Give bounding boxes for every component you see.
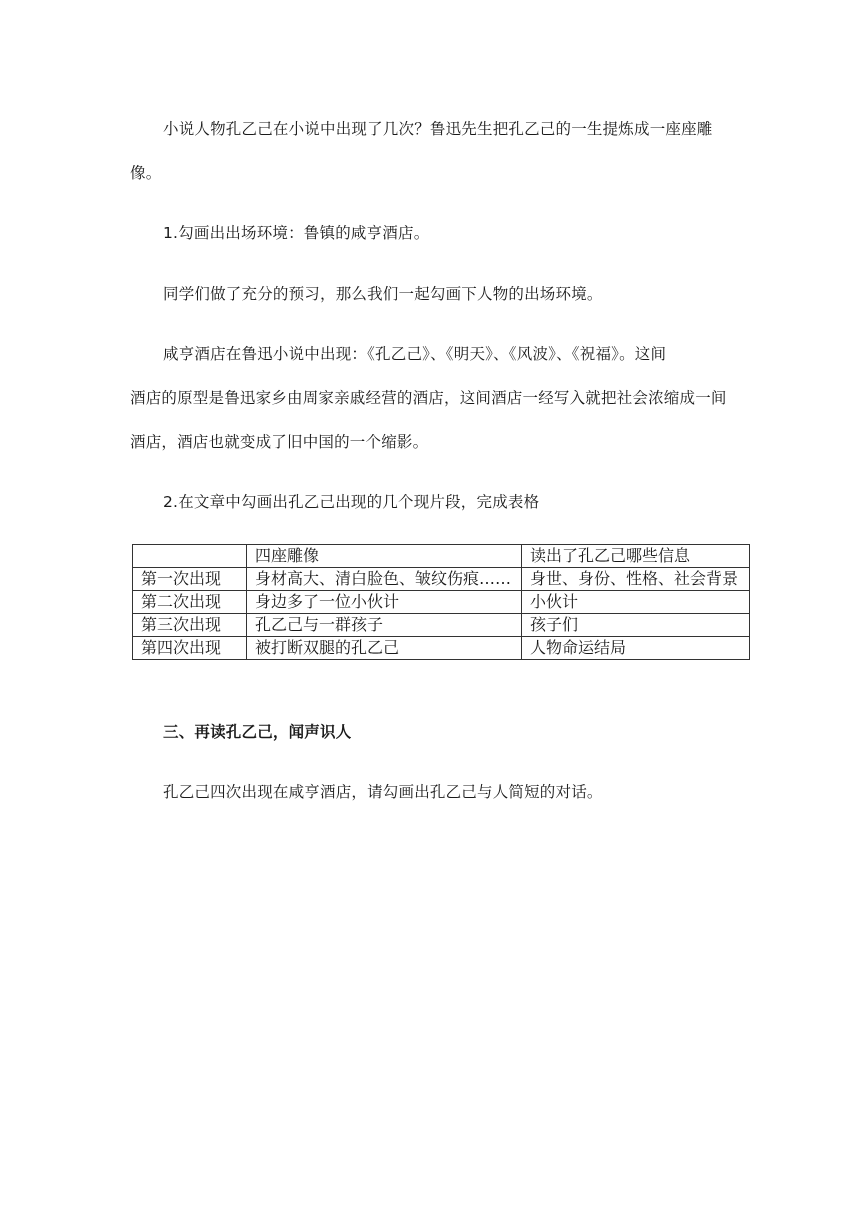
table-cell: 孔乙己与一群孩子 bbox=[247, 614, 522, 637]
table-row bbox=[133, 614, 750, 637]
section-3-heading: 三、再读孔乙己，闻声识人 bbox=[163, 723, 352, 741]
table-cell: 第二次出现 bbox=[133, 591, 247, 614]
tavern-paragraph-line-1: 咸亨酒店在鲁迅小说中出现：《孔乙己》、《明天》、《风波》、《祝福》。这间 bbox=[163, 345, 667, 363]
tavern-paragraph-line-3: 酒店，酒店也就变成了旧中国的一个缩影。 bbox=[130, 433, 429, 451]
table-row bbox=[133, 637, 750, 660]
intro-paragraph-line-2: 像。 bbox=[130, 164, 162, 182]
table-header-cell bbox=[133, 545, 247, 568]
appearance-table bbox=[132, 544, 750, 660]
table-cell: 身边多了一位小伙计 bbox=[247, 591, 522, 614]
table-header-row bbox=[133, 545, 750, 568]
intro-paragraph-line-1: 小说人物孔乙己在小说中出现了几次？鲁迅先生把孔乙己的一生提炼成一座座雕 bbox=[163, 120, 713, 138]
tavern-paragraph-line-2: 酒店的原型是鲁迅家乡由周家亲戚经营的酒店，这间酒店一经写入就把社会浓缩成一间 bbox=[130, 389, 727, 407]
table-header-cell: 四座雕像 bbox=[247, 545, 522, 568]
table-cell: 孩子们 bbox=[522, 614, 750, 637]
table-cell: 人物命运结局 bbox=[522, 637, 750, 660]
item-2-heading: 2.在文章中勾画出孔乙己出现的几个现片段，完成表格 bbox=[163, 493, 540, 511]
item-1-heading: 1.勾画出出场环境：鲁镇的咸亨酒店。 bbox=[163, 224, 430, 242]
table-cell: 小伙计 bbox=[522, 591, 750, 614]
table-row bbox=[133, 568, 750, 591]
table-header-cell: 读出了孔乙己哪些信息 bbox=[522, 545, 750, 568]
table-row bbox=[133, 591, 750, 614]
table-cell: 身材高大、清白脸色、皱纹伤痕…… bbox=[247, 568, 522, 591]
table-cell: 第三次出现 bbox=[133, 614, 247, 637]
table-cell: 第一次出现 bbox=[133, 568, 247, 591]
table-cell: 第四次出现 bbox=[133, 637, 247, 660]
preview-paragraph: 同学们做了充分的预习，那么我们一起勾画下人物的出场环境。 bbox=[163, 285, 603, 303]
table-cell: 身世、身份、性格、社会背景 bbox=[522, 568, 750, 591]
table-cell: 被打断双腿的孔乙己 bbox=[247, 637, 522, 660]
section-3-paragraph: 孔乙己四次出现在咸亨酒店，请勾画出孔乙己与人简短的对话。 bbox=[163, 783, 603, 801]
